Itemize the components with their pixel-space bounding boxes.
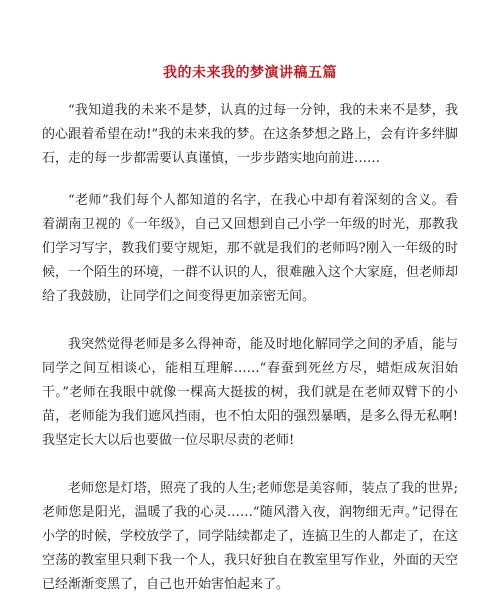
paragraph-2: “老师”我们每个人都知道的名字，在我心中却有着深刻的含义。看着湖南卫视的《一年级》，自己又回想到自己小学一年级的时光，那教我们学习写字，教我们要守规矩，那不就是我们的老师吗?刚入一年级的时候，一个陌生的环境，一群不认识的人，很难融入这个大家庭，但老师却给了我鼓励，让同学们之间变得更加亲密无间。	[42, 193, 459, 304]
paragraph-1: “我知道我的未来不是梦，认真的过每一分钟，我的未来不是梦，我的心跟着希望在动!”我的未来我的梦。在这条梦想之路上，会有许多绊脚石，走的每一步都需要认真谨慎，一步步踏实地向前进……	[42, 103, 458, 166]
document-title: 我的未来我的梦演讲稿五篇	[163, 65, 337, 81]
paragraph-3: 我突然觉得老师是多么得神奇，能及时地化解同学之间的矛盾，能与同学之间互相谈心，能相互理解……“春蚕到死丝方尽，蜡炬成灰泪始干。”老师在我眼中就像一棵高大挺拔的树，我们就是在老师双臂下的小苗，老师能为我们遮风挡雨，也不怕太阳的强烈暴晒，是多么得无私啊!我坚定长大以后也要做一位尽职尽责的老师!	[42, 337, 459, 448]
paragraph-4: 老师您是灯塔，照亮了我的人生;老师您是美容师，装点了我的世界;老师您是阳光，温暖了我的心灵……“随风潜入夜，润物细无声。”记得在小学的时候，学校放学了，同学陆续都走了，连搞卫生的人都走了，在这空荡的教室里只剩下我一个人，我只好独自在教室里写作业，外面的天空已经渐渐变黑了，自己也开始害怕起来了。	[42, 481, 459, 592]
